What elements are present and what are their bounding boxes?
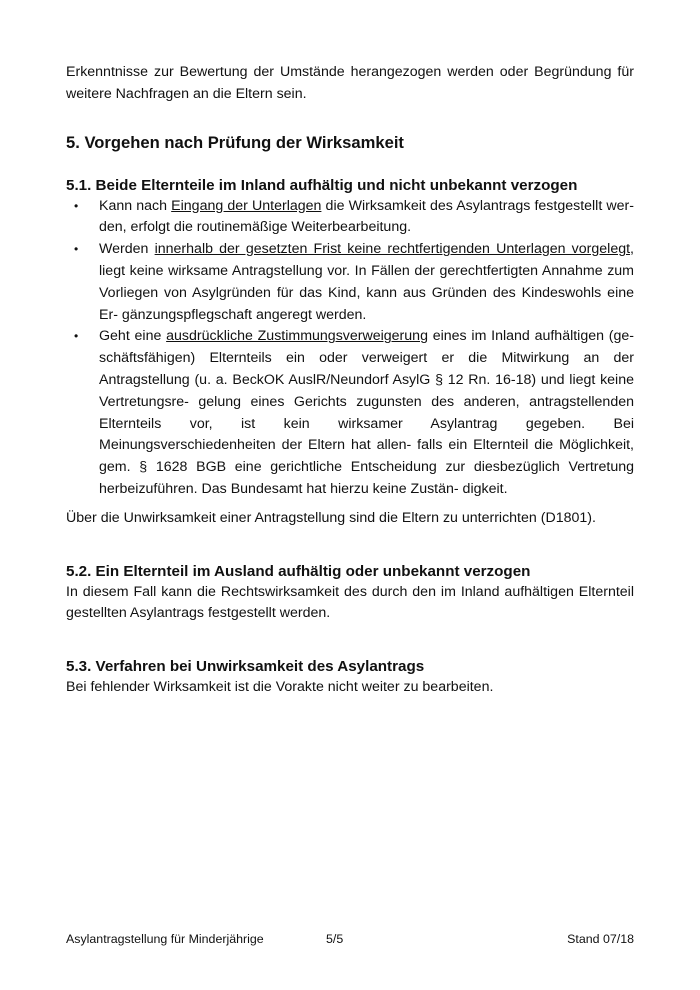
- section-5-3-paragraph: Bei fehlender Wirksamkeit ist die Vorakte nicht weiter zu bearbeiten.: [66, 679, 494, 696]
- page-footer: [66, 932, 634, 950]
- bullet-text-pre: Kann nach: [99, 197, 172, 214]
- section-5-2-paragraph: In diesem Fall kann die Rechtswirksamkeit des durch den im Inland aufhältigen Elternteil gestellten Asylantrags festgestellt werden.: [66, 583, 634, 622]
- section-5-3-heading: 5.3. Verfahren bei Unwirksamkeit des Asylantrags: [66, 658, 425, 676]
- bullet-text-post: eines im Inland aufhältigen (ge- schäftsfähigen) Elternteils ein oder verweigert er die Mitwirkung an der Antragstellung (u. a. BeckOK AuslR/Neundorf AsylG § 12 Rn. 16-18) und liegt keine Vertretungsre- gelung eines Gerichts zugunsten des anderen, antragstellenden Elternteils vor, ist kein wirksamer Asylantrag gegeben. Bei Meinungsverschiedenheiten der Eltern hat allen- falls ein Elternteil die Möglichkeit, gem. § 1628 BGB eine gerichtliche Entscheidung zur diesbezüglich Vertretung herbeizuführen. Das Bundesamt hat hierzu keine Zustän- digkeit.: [99, 328, 635, 497]
- bullet-marker: •: [74, 242, 79, 257]
- footer-version-date: Stand 07/18: [567, 932, 634, 946]
- section-5-2-heading: 5.2. Ein Elternteil im Ausland aufhältig oder unbekannt verzogen: [66, 562, 531, 580]
- section-5-heading: 5. Vorgehen nach Prüfung der Wirksamkeit: [66, 132, 404, 152]
- list-item: [66, 239, 634, 326]
- bullet-text-underlined: ausdrückliche Zustimmungsverweigerung: [166, 328, 428, 345]
- bullet-text-pre: Geht eine: [99, 328, 167, 345]
- bullet-marker: •: [74, 329, 79, 344]
- bullet-text-underlined: innerhalb der gesetzten Frist keine rechtfertigenden Unterlagen vorgelegt: [154, 241, 631, 258]
- footer-document-title: Asylantragstellung für Minderjährige: [66, 932, 264, 946]
- bullet-marker: •: [74, 198, 79, 213]
- bullet-text-pre: Werden: [99, 241, 155, 258]
- section-5-1-bullet-list: [66, 196, 634, 501]
- bullet-text-post: , liegt keine wirksame Antragstellung vor. In Fällen der gerechtfertigten Annahme zum Vorliegen von Asylgründen für das Kind, kann aus Gründen des Kindeswohls eine Er- gänzungspflegschaft angeregt werden.: [99, 241, 634, 323]
- section-5-1-closing-paragraph: Über die Unwirksamkeit einer Antragstellung sind die Eltern zu unterrichten (D1801).: [66, 509, 596, 526]
- section-5-1-heading: 5.1. Beide Elternteile im Inland aufhältig und nicht unbekannt verzogen: [66, 176, 578, 194]
- list-item: [66, 196, 634, 240]
- document-page: [66, 62, 634, 699]
- footer-page-number: 5/5: [326, 932, 344, 946]
- list-item: [66, 326, 634, 500]
- bullet-text-underlined: Eingang der Unterlagen: [171, 197, 322, 214]
- bullet-text-post: die Wirksamkeit des Asylantrags festgestellt wer- den, erfolgt die routinemäßige Weiterbearbeitung.: [99, 197, 634, 236]
- intro-paragraph: Erkenntnisse zur Bewertung der Umstände herangezogen werden oder Begründung für weitere Nachfragen an die Eltern sein.: [66, 64, 634, 102]
